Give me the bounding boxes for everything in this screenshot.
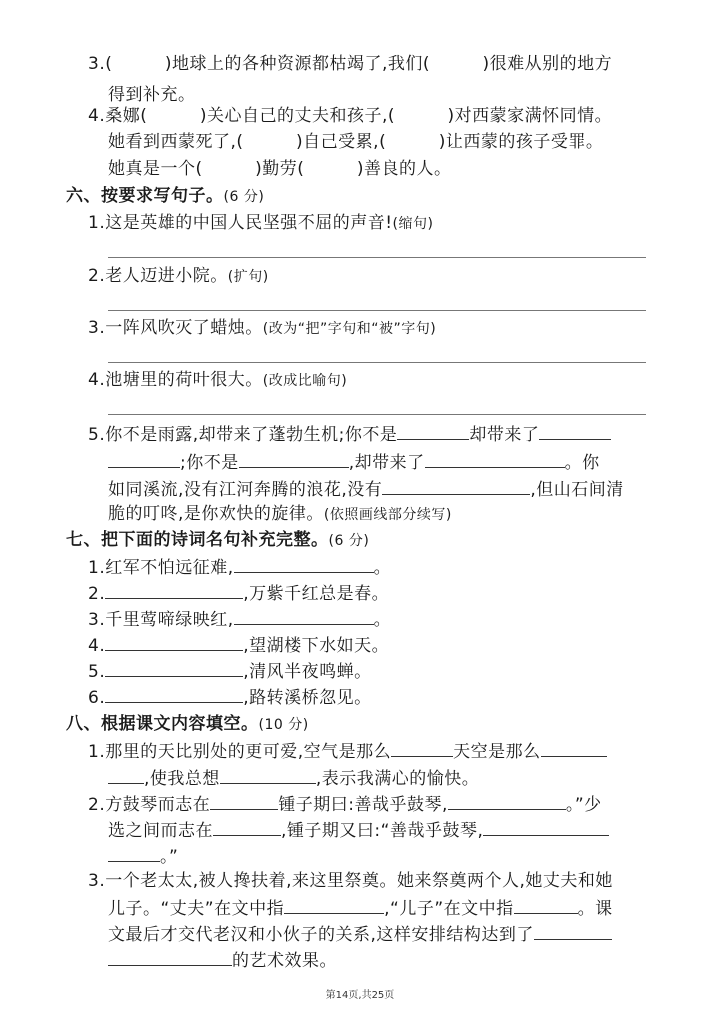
s6-q2-text: 2.老人迈进小院。 — [88, 266, 228, 286]
text: 的艺术效果。 — [232, 951, 337, 971]
section-eight-title: 八、根据课文内容填空。 — [66, 714, 259, 734]
text: ,表示我满心的愉快。 — [315, 769, 480, 789]
text: ,“儿子”在文中指 — [384, 899, 514, 919]
text: 文最后才交代老汉和小伙子的关系,这样安排结构达到了 — [108, 925, 534, 945]
s6-q3-text: 3.一阵风吹灭了蜡烛。 — [88, 318, 263, 338]
blank[interactable] — [108, 765, 144, 784]
text: 2. — [88, 584, 106, 604]
section-seven-heading — [66, 528, 369, 553]
s8-q3-line3 — [108, 921, 612, 947]
text: ,锺子期又曰:“善哉乎鼓琴, — [281, 821, 484, 841]
poem-line-2 — [88, 580, 389, 606]
q5-3-line1: 3.( )地球上的各种资源都枯竭了,我们( )很难从别的地方 — [88, 54, 613, 74]
text: 。” — [160, 847, 179, 867]
s6-q3 — [88, 316, 436, 341]
section-eight-heading — [66, 712, 309, 737]
s8-q3-line2 — [108, 895, 613, 921]
blank[interactable] — [382, 476, 530, 495]
section-seven-score: (6 分) — [328, 533, 370, 549]
s8-q3-line4 — [108, 947, 337, 973]
blank[interactable] — [234, 554, 374, 573]
blank[interactable] — [220, 765, 316, 784]
s6-q4 — [88, 368, 347, 393]
text: 。 — [373, 558, 392, 578]
text: 1.那里的天比别处的更可爱,空气是那么 — [88, 742, 392, 762]
text: 5.你不是雨露,却带来了蓬勃生机;你不是 — [88, 425, 398, 445]
blank[interactable] — [108, 947, 232, 966]
blank[interactable] — [539, 421, 611, 440]
blank[interactable] — [239, 449, 349, 468]
text: ,望湖楼下水如天。 — [243, 636, 390, 656]
s6-q5-line1 — [88, 421, 611, 447]
answer-line[interactable] — [108, 414, 646, 415]
s8-q1-line2 — [108, 765, 479, 791]
blank[interactable] — [448, 791, 566, 810]
poem-line-1 — [88, 554, 391, 580]
text: 如同溪流,没有江河奔腾的浪花,没有 — [108, 480, 383, 500]
q5-3-line2: 得到补充。 — [108, 85, 196, 105]
s8-q2-line1 — [88, 791, 602, 817]
text: 。课 — [577, 899, 613, 919]
poem-line-3 — [88, 606, 391, 632]
blank[interactable] — [284, 895, 384, 914]
s8-q2-line2 — [108, 817, 609, 843]
blank[interactable] — [541, 738, 607, 757]
blank[interactable] — [514, 895, 578, 914]
s6-q2-note: (扩句) — [227, 269, 269, 285]
text: 1.红军不怕远征难, — [88, 558, 234, 578]
poem-line-5 — [88, 658, 372, 684]
poem-line-6 — [88, 684, 372, 710]
text: 6. — [88, 688, 106, 708]
blank[interactable] — [534, 921, 612, 940]
text: ,路转溪桥忽见。 — [243, 688, 372, 708]
blank[interactable] — [105, 632, 243, 651]
blank[interactable] — [105, 658, 243, 677]
s6-q2 — [88, 264, 269, 289]
section-seven-title: 七、把下面的诗词名句补充完整。 — [66, 530, 329, 550]
answer-line[interactable] — [108, 257, 646, 258]
q5-4-line2: 她看到西蒙死了,( )自己受累,( )让西蒙的孩子受罪。 — [108, 132, 604, 152]
blank[interactable] — [234, 606, 374, 625]
section-eight-score: (10 分) — [258, 717, 309, 733]
text: 5. — [88, 662, 106, 682]
blank[interactable] — [425, 449, 565, 468]
text: 。”少 — [565, 795, 602, 815]
text: 4. — [88, 636, 106, 656]
text: 2.方鼓琴而志在 — [88, 795, 211, 815]
blank[interactable] — [105, 580, 243, 599]
blank[interactable] — [391, 738, 453, 757]
blank[interactable] — [108, 449, 180, 468]
text: 脆的叮咚,是你欢快的旋律。 — [108, 504, 324, 524]
text: 。你 — [564, 453, 600, 473]
answer-line[interactable] — [108, 362, 646, 363]
q5-4-line1: 4.桑娜( )关心自己的丈夫和孩子,( )对西蒙家满怀同情。 — [88, 106, 613, 126]
text: ,清风半夜鸣蝉。 — [243, 662, 372, 682]
blank[interactable] — [213, 817, 281, 836]
blank[interactable] — [397, 421, 469, 440]
blank[interactable] — [483, 817, 609, 836]
blank[interactable] — [105, 684, 243, 703]
text: ,但山石间清 — [530, 480, 624, 500]
text: 。 — [373, 610, 392, 630]
text: ;你不是 — [180, 453, 239, 473]
page-footer: 第14页,共25页 — [325, 990, 395, 1001]
s6-q5-line2 — [108, 449, 600, 475]
text: 却带来了 — [469, 425, 540, 445]
s8-q1-line1 — [88, 738, 607, 764]
blank[interactable] — [210, 791, 278, 810]
s6-q1 — [88, 211, 433, 236]
text: 天空是那么 — [453, 742, 541, 762]
s8-q2-line3 — [108, 843, 178, 869]
text: ,却带来了 — [348, 453, 425, 473]
text: 3.千里莺啼绿映红, — [88, 610, 234, 630]
text: 儿子。“丈夫”在文中指 — [108, 899, 285, 919]
s6-q1-text: 1.这是英雄的中国人民坚强不屈的声音! — [88, 213, 393, 233]
s6-q5-line4 — [108, 502, 452, 527]
section-six-score: (6 分) — [223, 189, 265, 205]
text: 选之间而志在 — [108, 821, 213, 841]
blank[interactable] — [108, 843, 160, 862]
s6-q4-note: (改成比喻句) — [262, 373, 348, 389]
note: (依照画线部分续写) — [323, 507, 452, 523]
s6-q4-text: 4.池塘里的荷叶很大。 — [88, 370, 263, 390]
s8-q3-line1: 3.一个老太太,被人搀扶着,来这里祭奠。她来祭奠两个人,她丈夫和她 — [88, 871, 613, 891]
answer-line[interactable] — [108, 310, 646, 311]
s6-q1-note: (缩句) — [392, 216, 434, 232]
text: 锺子期曰:善哉乎鼓琴, — [278, 795, 448, 815]
q5-4-line3: 她真是一个( )勤劳( )善良的人。 — [108, 159, 452, 179]
s6-q5-line3 — [108, 476, 624, 502]
poem-line-4 — [88, 632, 389, 658]
s6-q3-note: (改为“把”字句和“被”字句) — [262, 321, 437, 337]
text: ,万紫千红总是春。 — [243, 584, 390, 604]
text: ,使我总想 — [144, 769, 220, 789]
section-six-heading — [66, 184, 264, 209]
section-six-title: 六、按要求写句子。 — [66, 186, 224, 206]
